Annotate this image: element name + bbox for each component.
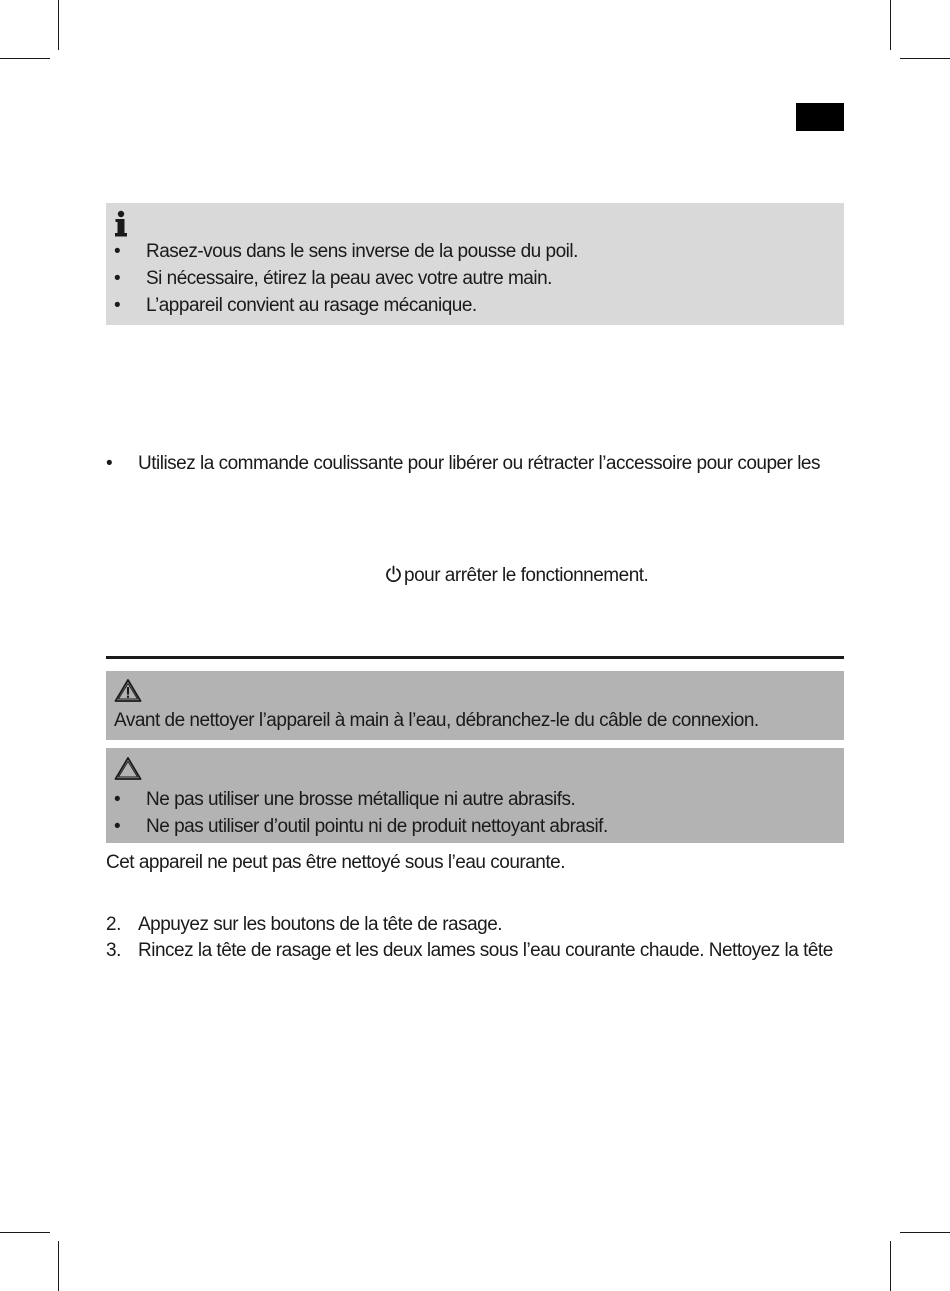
trimmer-bullet-item bbox=[106, 450, 820, 477]
list-item bbox=[106, 786, 608, 813]
steps-list bbox=[106, 912, 833, 964]
list-item-text: Ne pas utiliser d’outil pointu ni de produit nettoyant abrasif. bbox=[146, 816, 608, 837]
trimmer-bullet-text: Utilisez la commande coulissante pour libérer ou rétracter l’accessoire pour couper les bbox=[138, 453, 820, 474]
list-item-text: Rasez-vous dans le sens inverse de la pousse du poil. bbox=[146, 241, 578, 262]
step-text: Appuyez sur les boutons de la tête de rasage. bbox=[138, 914, 503, 935]
bullet: • bbox=[114, 789, 121, 810]
list-item-text: Si nécessaire, étirez la peau avec votre autre main. bbox=[146, 268, 552, 289]
bullet: • bbox=[106, 453, 113, 474]
list-item bbox=[106, 238, 578, 265]
crop-mark-bottom-right-horizontal bbox=[900, 1232, 950, 1233]
warning-box bbox=[106, 671, 844, 740]
section-divider bbox=[106, 656, 844, 659]
note-line: Cet appareil ne peut pas être nettoyé sous l’eau courante. bbox=[106, 852, 565, 873]
info-list bbox=[106, 238, 578, 319]
power-line-text: pour arrêter le fonctionnement. bbox=[404, 565, 649, 586]
crop-mark-bottom-right-vertical bbox=[890, 1241, 891, 1291]
warning-triangle-icon bbox=[114, 678, 142, 708]
list-item-text: Ne pas utiliser une brosse métallique ni autre abrasifs. bbox=[146, 789, 576, 810]
list-item bbox=[106, 813, 608, 840]
crop-mark-bottom-left-vertical bbox=[58, 1241, 59, 1291]
step-item bbox=[106, 938, 833, 964]
crop-mark-bottom-left-horizontal bbox=[0, 1232, 50, 1233]
step-text: Rincez la tête de rasage et les deux lames sous l’eau courante chaude. Nettoyez la tête bbox=[138, 940, 833, 961]
language-tab bbox=[796, 103, 844, 131]
caution-triangle-icon bbox=[114, 756, 142, 786]
list-item-text: L’appareil convient au rasage mécanique. bbox=[146, 295, 477, 316]
list-item bbox=[106, 265, 578, 292]
power-line bbox=[385, 562, 648, 591]
list-item bbox=[106, 292, 578, 319]
step-number: 3. bbox=[106, 940, 121, 961]
crop-mark-top-right-horizontal bbox=[900, 58, 950, 59]
info-box bbox=[106, 203, 844, 325]
bullet: • bbox=[114, 268, 121, 289]
power-icon bbox=[385, 564, 402, 591]
bullet: • bbox=[114, 295, 121, 316]
caution-box bbox=[106, 748, 844, 843]
step-item bbox=[106, 912, 833, 938]
crop-mark-top-right-vertical bbox=[890, 0, 891, 50]
step-number: 2. bbox=[106, 914, 121, 935]
bullet: • bbox=[114, 241, 121, 262]
crop-mark-top-left-horizontal bbox=[0, 58, 50, 59]
info-icon bbox=[114, 210, 128, 238]
warning-text: Avant de nettoyer l’appareil à main à l’eau, débranchez-le du câble de connexion. bbox=[114, 710, 759, 731]
bullet: • bbox=[114, 816, 121, 837]
crop-mark-top-left-vertical bbox=[58, 0, 59, 50]
caution-list bbox=[106, 786, 608, 840]
